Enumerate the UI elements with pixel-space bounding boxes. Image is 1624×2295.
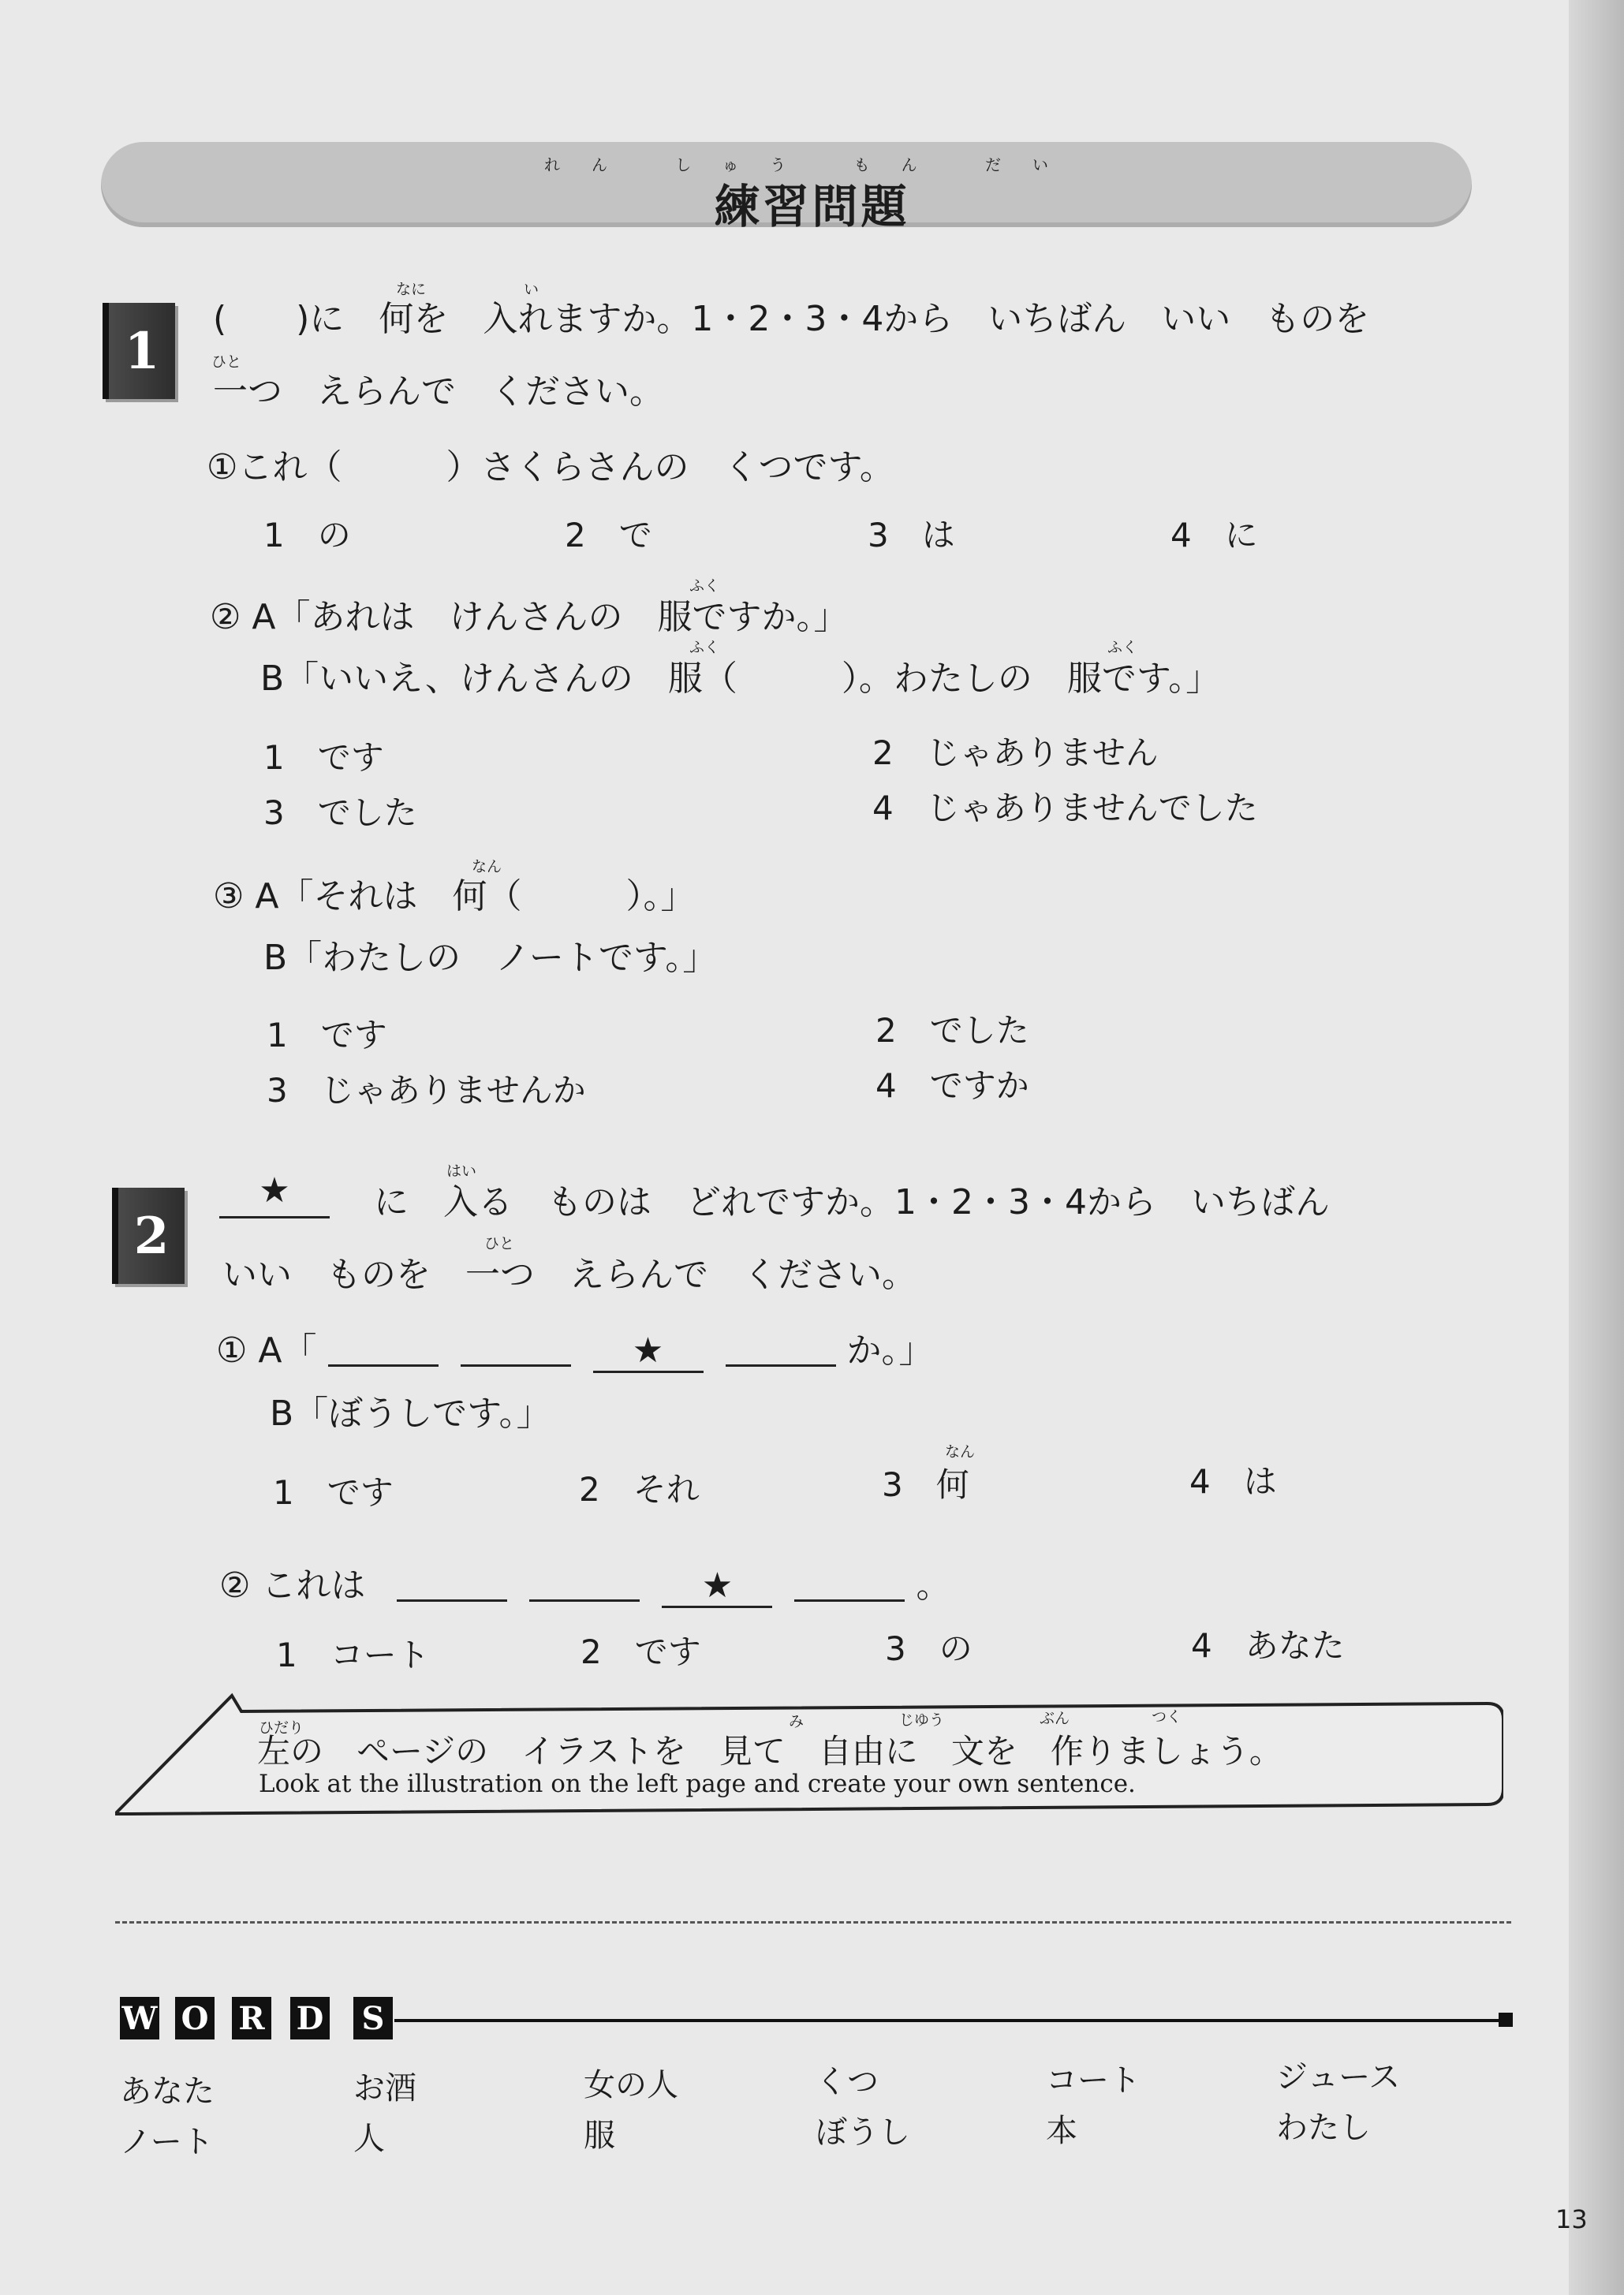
s1-q3-choice-1: 1 です <box>267 1016 387 1054</box>
page-title: 練習問題 <box>714 180 910 233</box>
words-rule-end <box>1499 2013 1513 2027</box>
ruby-fuku-2: ふく <box>689 639 720 656</box>
word-anata: あなた <box>120 2073 215 2110</box>
ruby-hai: はい <box>446 1162 477 1180</box>
s2-q2-choice-3: 3 の <box>885 1629 973 1668</box>
ruby-tsuku: つく <box>1152 1708 1182 1726</box>
s2-q1-prefix: ① A「 <box>216 1330 317 1371</box>
s1-q2-line-a: ② A「あれは けんさんの 服ですか。」 <box>210 597 849 637</box>
s2-q1-choice-1: 1 です <box>273 1473 394 1512</box>
ruby-hito: ひと <box>211 353 242 371</box>
s2-q1-blank-4 <box>726 1364 836 1367</box>
s2-q2-line <box>219 1557 950 1608</box>
s1-q3-line-b: B「わたしの ノートです。」 <box>263 938 718 978</box>
words-letter-d: D <box>290 1997 330 2039</box>
ruby-i: い <box>524 281 539 298</box>
ruby-fuku-1: ふく <box>689 577 720 595</box>
s1-q3-choice-3: 3 じゃありませんか <box>267 1071 586 1110</box>
s2-q2-prefix: ② これは <box>219 1565 366 1606</box>
word-note: ノート <box>120 2124 214 2160</box>
callout-japanese: 左の ページの イラストを 見て 自由に 文を 作りましょう。 <box>257 1732 1282 1771</box>
s1-q1-choice-3: 3 は <box>868 516 955 554</box>
title-ruby: れん しゅう もん だい <box>543 155 1081 174</box>
section-1-instruction-line1: ( )に 何を 入れますか。1・2・3・4から いちばん いい ものを <box>213 299 1370 339</box>
words-letter-r: R <box>232 1997 271 2039</box>
callout-english: Look at the illustration on the left page and create your own sentence. <box>259 1770 1136 1798</box>
s2-q2-choice-2: 2 です <box>581 1633 701 1671</box>
s1-q3-line-a: ③ A「それは 何（ ）。」 <box>213 876 696 916</box>
word-boushi: ぼうし <box>816 2114 910 2151</box>
s1-q2-line-b: B「いいえ、けんさんの 服（ ）。わたしの 服です。」 <box>260 659 1221 699</box>
words-letter-o: O <box>175 1997 215 2039</box>
s2-q1-blank-1 <box>328 1364 439 1367</box>
s2-q1-line-b: B「ぼうしです。」 <box>270 1394 551 1434</box>
word-watashi: わたし <box>1276 2110 1371 2146</box>
section-2-instruction-line2: いい ものを 一つ えらんで ください。 <box>222 1255 917 1295</box>
section-2-number: 2 <box>112 1188 185 1284</box>
word-fuku: 服 <box>584 2118 615 2154</box>
ruby-nan-1: なん <box>472 858 502 875</box>
words-rule <box>394 2019 1506 2022</box>
s2-q1-blank-2 <box>461 1364 571 1367</box>
ruby-jiyuu: じゆう <box>899 1711 945 1729</box>
s2-star-blank: ★ <box>219 1170 330 1218</box>
ruby-hito-2: ひと <box>484 1235 515 1252</box>
s2-q1-choice-4: 4 は <box>1189 1462 1277 1501</box>
s2-q1-choice-2: 2 それ <box>579 1470 700 1509</box>
s1-q1-choice-4: 4 に <box>1170 516 1258 554</box>
word-hon: 本 <box>1046 2113 1077 2149</box>
word-kutsu: くつ <box>816 2064 879 2100</box>
s1-q2-choice-2: 2 じゃありません <box>872 733 1159 772</box>
word-osake: お酒 <box>353 2070 416 2107</box>
s2-q2-blank-1 <box>397 1599 507 1602</box>
s2-q2-choice-1: 1 コート <box>276 1636 430 1674</box>
ruby-bun: ぶん <box>1040 1710 1070 1727</box>
ruby-hidari: ひだり <box>259 1719 304 1737</box>
s2-q2-blank-2 <box>529 1599 640 1602</box>
ruby-fuku-3: ふく <box>1107 639 1138 656</box>
s1-q2-choice-4: 4 じゃありませんでした <box>872 789 1258 827</box>
s1-q3-choice-2: 2 でした <box>875 1011 1029 1050</box>
ruby-nani: なに <box>396 281 427 298</box>
word-hito: 人 <box>353 2121 385 2157</box>
s2-q1-star-blank: ★ <box>593 1330 704 1373</box>
word-juice: ジュース <box>1276 2059 1401 2095</box>
s1-q3-choice-4: 4 ですか <box>875 1066 1029 1105</box>
s2-q2-suffix: 。 <box>916 1565 951 1606</box>
s2-q2-star-blank: ★ <box>662 1565 772 1608</box>
ruby-mi: み <box>789 1713 805 1730</box>
words-letter-s: S <box>353 1997 393 2039</box>
section-1-instruction-line2: 一つ えらんで ください。 <box>213 371 664 412</box>
s1-q1-choice-1: 1 の <box>263 516 351 554</box>
page-edge <box>1569 0 1624 2295</box>
s2-q2-choice-4: 4 あなた <box>1191 1626 1345 1665</box>
section-2-instruction-line1: に 入る ものは どれですか。1・2・3・4から いちばん <box>374 1182 1330 1222</box>
s1-q2-choice-1: 1 です <box>263 738 384 777</box>
section-1-number: 1 <box>103 303 175 399</box>
s2-q2-blank-4 <box>794 1599 905 1602</box>
s2-q1-choice-3: 3 何 <box>882 1465 969 1504</box>
s1-q2-choice-3: 3 でした <box>263 793 417 832</box>
s1-q1-choice-2: 2 で <box>565 516 652 554</box>
words-letter-w: W <box>120 1997 159 2039</box>
ruby-nan-2: なん <box>945 1443 976 1461</box>
word-coat: コート <box>1046 2062 1141 2099</box>
writing-line <box>115 1921 1511 1924</box>
word-onnanohito: 女の人 <box>584 2067 678 2103</box>
page-number: 13 <box>1555 2204 1588 2234</box>
s2-q1-line-a <box>216 1322 934 1373</box>
s2-q1-suffix: か。」 <box>846 1330 934 1371</box>
s1-q1-text: ①これ（ ）さくらさんの くつです。 <box>207 447 894 487</box>
